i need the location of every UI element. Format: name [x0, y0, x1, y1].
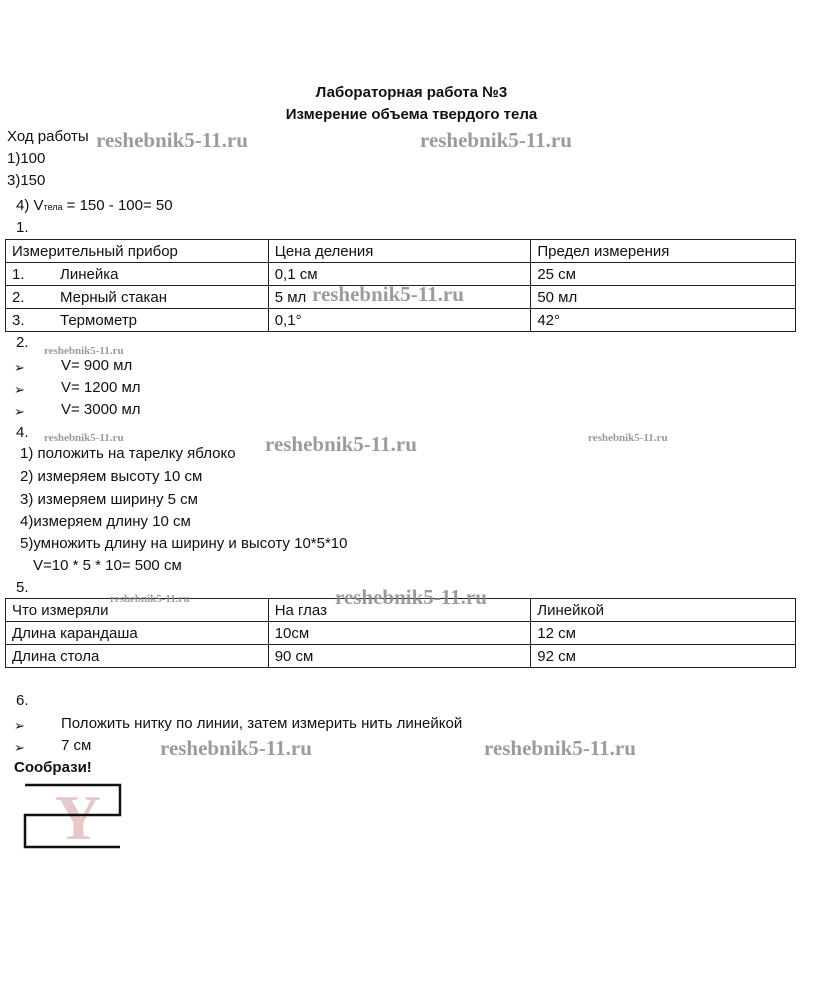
eye-estimate-cell: 10см	[268, 622, 531, 645]
page-title: Лабораторная работа №3	[315, 84, 508, 101]
object-cell: Длина стола	[6, 645, 269, 668]
list-item: 7 см	[61, 737, 92, 754]
arrow-bullet-icon: ➢	[14, 404, 25, 419]
task-4-result: V=10 * 5 * 10= 500 см	[33, 557, 182, 574]
volume-subscript: тела	[43, 202, 63, 212]
eye-estimate-cell: 90 см	[268, 645, 531, 668]
header-cell: Цена деления	[268, 240, 531, 263]
progress-line-1: 1)100	[7, 150, 46, 167]
watermark-text: reshebnik5-11.ru	[110, 593, 190, 605]
watermark-text: reshebnik5-11.ru	[265, 432, 417, 456]
table-row	[6, 309, 796, 332]
instrument-name: Мерный стакан	[60, 288, 168, 306]
task-1-number: 1.	[16, 219, 29, 236]
task-6-number: 6.	[16, 692, 29, 709]
instrument-name: Термометр	[60, 311, 138, 329]
limit-cell: 25 см	[531, 263, 796, 286]
header-cell: Линейкой	[531, 599, 796, 622]
table-row	[6, 645, 796, 668]
arrow-bullet-icon: ➢	[14, 740, 25, 755]
task-4-number: 4.	[16, 424, 29, 441]
table-header-row	[6, 240, 796, 263]
watermark-text: reshebnik5-11.ru	[312, 282, 464, 306]
instrument-cell	[6, 309, 269, 332]
instruments-table	[5, 239, 796, 332]
header-cell: Что измеряли	[6, 599, 269, 622]
list-item: V= 3000 мл	[61, 401, 141, 418]
row-number: 3.	[12, 311, 25, 329]
header-cell: Измерительный прибор	[6, 240, 269, 263]
task-4-step: 2) измеряем высоту 10 см	[20, 468, 203, 485]
volume-symbol: 4) V	[16, 197, 44, 214]
task-2-number: 2.	[16, 334, 29, 351]
instrument-cell	[6, 286, 269, 309]
header-cell: На глаз	[268, 599, 531, 622]
watermark-text: reshebnik5-11.ru	[484, 736, 636, 760]
watermark-text: reshebnik5-11.ru	[160, 736, 312, 760]
row-number: 1.	[12, 265, 25, 283]
table-header-row	[6, 599, 796, 622]
puzzle-label: Сообрази!	[14, 759, 92, 776]
watermark-text: reshebnik5-11.ru	[335, 585, 487, 609]
object-cell: Длина карандаша	[6, 622, 269, 645]
ruler-cell: 92 см	[531, 645, 796, 668]
task-4-step: 3) измеряем ширину 5 см	[20, 491, 198, 508]
watermark-text: reshebnik5-11.ru	[44, 345, 124, 357]
watermark-logo: Y	[54, 782, 102, 853]
volume-formula: = 150 - 100= 50	[62, 197, 173, 214]
list-item: Положить нитку по линии, затем измерить нить линейкой	[61, 715, 463, 732]
watermark-text: reshebnik5-11.ru	[44, 432, 124, 444]
page-subtitle: Измерение объема твердого тела	[285, 106, 538, 123]
division-cell: 5 мл	[268, 286, 531, 309]
task-4-step: 1) положить на тарелку яблоко	[20, 445, 236, 462]
instrument-cell	[6, 263, 269, 286]
measurement-table	[5, 598, 796, 668]
ruler-cell: 12 см	[531, 622, 796, 645]
progress-line-4	[16, 197, 173, 214]
header-cell: Предел измерения	[531, 240, 796, 263]
list-item: V= 900 мл	[61, 357, 133, 374]
limit-cell: 42°	[531, 309, 796, 332]
puzzle-line-figure	[20, 775, 140, 857]
arrow-bullet-icon: ➢	[14, 382, 25, 397]
row-number: 2.	[12, 288, 25, 306]
instrument-name: Линейка	[60, 265, 119, 283]
table-row	[6, 286, 796, 309]
progress-line-3: 3)150	[7, 172, 46, 189]
progress-label: Ход работы	[7, 128, 89, 145]
task-4-step: 5)умножить длину на ширину и высоту 10*5*10	[20, 535, 348, 552]
division-cell: 0,1°	[268, 309, 531, 332]
arrow-bullet-icon: ➢	[14, 360, 25, 375]
watermark-text: reshebnik5-11.ru	[588, 432, 668, 444]
arrow-bullet-icon: ➢	[14, 718, 25, 733]
table-row	[6, 263, 796, 286]
table-row	[6, 622, 796, 645]
list-item: V= 1200 мл	[61, 379, 141, 396]
watermark-text: reshebnik5-11.ru	[420, 128, 572, 152]
division-cell: 0,1 см	[268, 263, 531, 286]
watermark-text: reshebnik5-11.ru	[96, 128, 248, 152]
task-5-number: 5.	[16, 579, 29, 596]
task-4-step: 4)измеряем длину 10 см	[20, 513, 191, 530]
limit-cell: 50 мл	[531, 286, 796, 309]
